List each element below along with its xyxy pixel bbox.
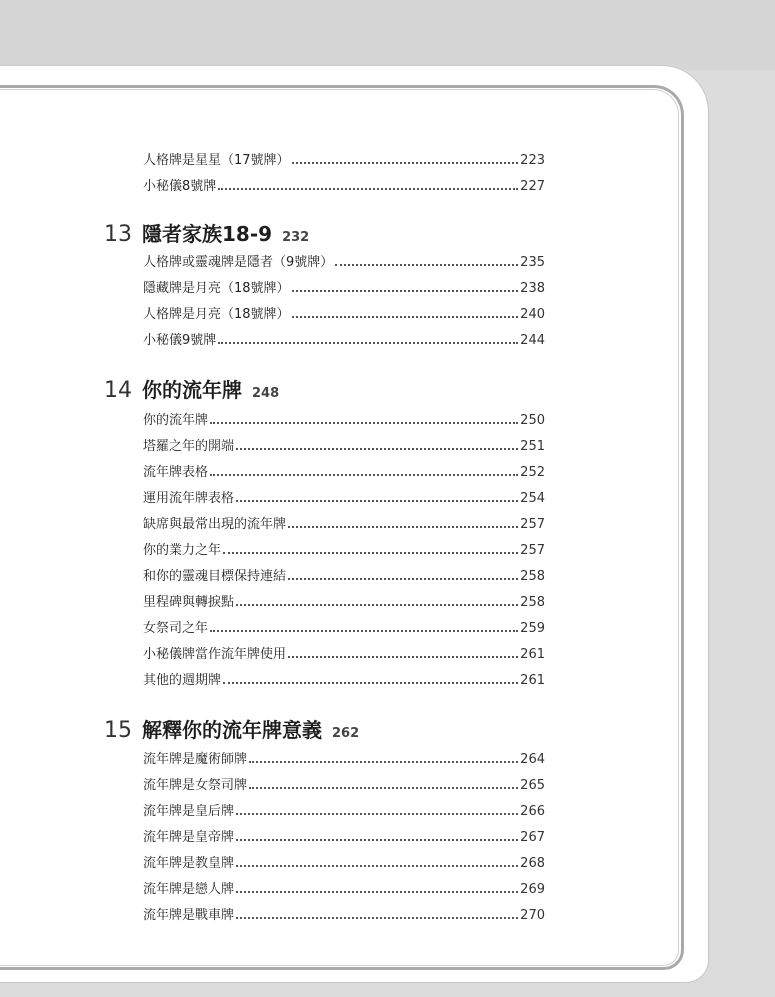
toc-entry[interactable] [143, 274, 545, 296]
entry-page: 269 [520, 882, 545, 897]
toc-entry[interactable] [143, 849, 545, 871]
section-number: 13 [104, 222, 132, 247]
leader-dots [288, 656, 518, 658]
entry-page: 267 [520, 830, 545, 845]
entry-page: 223 [520, 153, 545, 168]
entry-page: 261 [520, 673, 545, 688]
entry-page: 227 [520, 179, 545, 194]
entry-page: 261 [520, 647, 545, 662]
entry-label: 和你的靈魂目標保持連結 [143, 569, 287, 584]
entry-label: 人格牌是月亮（18號牌） [143, 307, 290, 322]
entry-label: 小秘儀8號牌 [143, 179, 217, 194]
leader-dots [223, 552, 518, 554]
background-band [0, 0, 775, 70]
entry-label: 人格牌或靈魂牌是隱者（9號牌） [143, 255, 334, 270]
entry-page: 265 [520, 778, 545, 793]
leader-dots [292, 290, 519, 292]
entry-label: 流年牌表格 [143, 465, 209, 480]
toc-entry[interactable] [143, 300, 545, 322]
toc-entry[interactable] [143, 484, 545, 506]
toc-entry[interactable] [143, 248, 545, 270]
entry-label: 女祭司之年 [143, 621, 209, 636]
entry-page: 251 [520, 439, 545, 454]
leader-dots [292, 162, 519, 164]
entry-label: 小秘儀9號牌 [143, 333, 217, 348]
leader-dots [210, 630, 518, 632]
section-page: 262 [332, 726, 360, 741]
entry-label: 流年牌是皇后牌 [143, 804, 235, 819]
entry-page: 258 [520, 595, 545, 610]
entry-label: 小秘儀牌當作流年牌使用 [143, 647, 287, 662]
entry-label: 流年牌是魔術師牌 [143, 752, 248, 767]
section-page: 248 [252, 386, 280, 401]
entry-page: 252 [520, 465, 545, 480]
leader-dots [236, 813, 518, 815]
entry-page: 240 [520, 307, 545, 322]
toc-entry[interactable] [143, 172, 545, 194]
leader-dots [288, 578, 518, 580]
entry-page: 257 [520, 543, 545, 558]
entry-page: 270 [520, 908, 545, 923]
leader-dots [292, 316, 519, 318]
leader-dots [236, 448, 518, 450]
leader-dots [236, 604, 518, 606]
section-heading[interactable] [104, 218, 309, 248]
section-heading[interactable] [104, 714, 359, 744]
toc-entry[interactable] [143, 823, 545, 845]
entry-label: 流年牌是教皇牌 [143, 856, 235, 871]
toc-entry[interactable] [143, 875, 545, 897]
leader-dots [223, 682, 518, 684]
leader-dots [249, 787, 518, 789]
entry-label: 你的流年牌 [143, 413, 209, 428]
toc-entry[interactable] [143, 406, 545, 428]
section-number: 15 [104, 718, 132, 743]
entry-page: 264 [520, 752, 545, 767]
leader-dots [288, 526, 518, 528]
entry-page: 244 [520, 333, 545, 348]
leader-dots [236, 891, 518, 893]
entry-label: 隱藏牌是月亮（18號牌） [143, 281, 290, 296]
entry-page: 258 [520, 569, 545, 584]
entry-page: 266 [520, 804, 545, 819]
toc-entry[interactable] [143, 536, 545, 558]
toc-entry[interactable] [143, 146, 545, 168]
entry-label: 流年牌是女祭司牌 [143, 778, 248, 793]
toc-entry[interactable] [143, 458, 545, 480]
leader-dots [236, 917, 518, 919]
section-number: 14 [104, 378, 132, 403]
leader-dots [218, 188, 518, 190]
section-title: 隱者家族18-9 [142, 222, 273, 246]
toc-entry[interactable] [143, 901, 545, 923]
entry-label: 人格牌是星星（17號牌） [143, 153, 290, 168]
toc-entry[interactable] [143, 771, 545, 793]
entry-page: 235 [520, 255, 545, 270]
entry-page: 268 [520, 856, 545, 871]
leader-dots [210, 422, 518, 424]
entry-label: 塔羅之年的開端 [143, 439, 235, 454]
toc-entry[interactable] [143, 562, 545, 584]
leader-dots [236, 839, 518, 841]
toc-entry[interactable] [143, 640, 545, 662]
entry-label: 里程碑與轉捩點 [143, 595, 235, 610]
entry-page: 257 [520, 517, 545, 532]
entry-page: 238 [520, 281, 545, 296]
section-heading[interactable] [104, 374, 279, 404]
leader-dots [335, 264, 518, 266]
section-title: 你的流年牌 [142, 378, 242, 402]
toc-entry[interactable] [143, 326, 545, 348]
leader-dots [236, 865, 518, 867]
leader-dots [218, 342, 518, 344]
toc-entry[interactable] [143, 588, 545, 610]
entry-label: 流年牌是戀人牌 [143, 882, 235, 897]
entry-label: 運用流年牌表格 [143, 491, 235, 506]
section-title: 解釋你的流年牌意義 [142, 718, 322, 742]
section-page: 232 [282, 230, 310, 245]
toc-entry[interactable] [143, 666, 545, 688]
toc-entry[interactable] [143, 797, 545, 819]
entry-page: 250 [520, 413, 545, 428]
entry-label: 流年牌是戰車牌 [143, 908, 235, 923]
leader-dots [210, 474, 518, 476]
leader-dots [236, 500, 518, 502]
entry-page: 259 [520, 621, 545, 636]
entry-page: 254 [520, 491, 545, 506]
leader-dots [249, 761, 518, 763]
entry-label: 其他的週期牌 [143, 673, 222, 688]
entry-label: 缺席與最常出現的流年牌 [143, 517, 287, 532]
toc-entry[interactable] [143, 745, 545, 767]
entry-label: 流年牌是皇帝牌 [143, 830, 235, 845]
toc-entry[interactable] [143, 510, 545, 532]
toc-entry[interactable] [143, 614, 545, 636]
entry-label: 你的業力之年 [143, 543, 222, 558]
toc-entry[interactable] [143, 432, 545, 454]
